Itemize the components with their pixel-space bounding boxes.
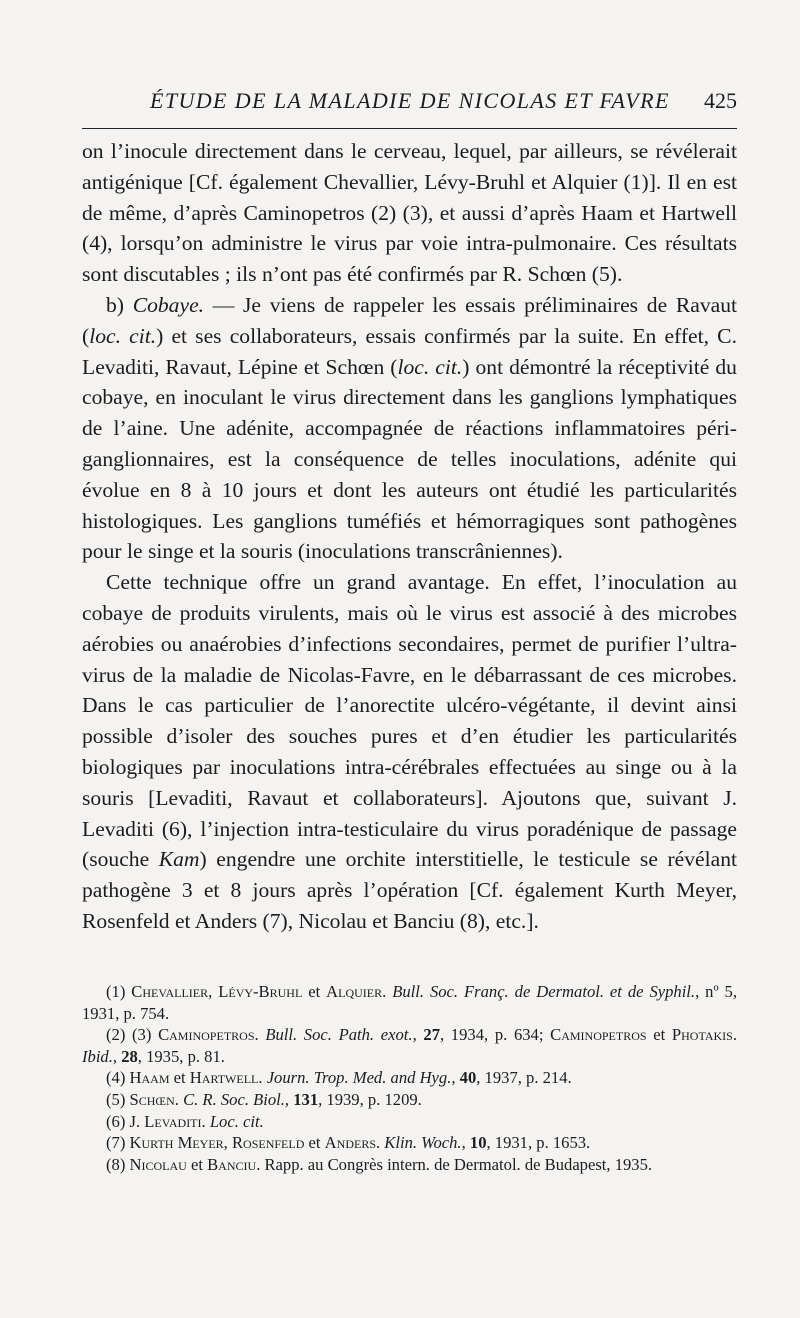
footnote-authors: Haam [129, 1068, 170, 1088]
footnote-3: (4) Haam et Hartwell. Journ. Trop. Med. and Hyg., 40, 1937, p. 214. [106, 1068, 572, 1088]
footnote-number: (1) [106, 982, 126, 1001]
footnote-details: , 1935, p. 81. [137, 1046, 225, 1066]
paragraph-2-text-2: ) et ses collaborateurs, essais confirmés par la suite. En effet, C. Levaditi, Ravaut, Lépine et Schœn ( [82, 323, 737, 379]
footnote-authors: Anders [324, 1133, 376, 1153]
paragraph-3-text-1: Cette technique offre un grand avantage. En effet, l’inoculation au cobaye de produits virulents, mais où le virus est associé à des microbes aérobies ou anaérobies d’infections secondaires, permet de purifier l’ultra-virus de la maladie de Nicolas-Favre, en le débarrassant de ces microbes. Dans le cas particulier de l’anorectite ulcéro-végétante, il devint ainsi possible d’isoler des souches pures et d’en étudier les particularités biologiques par inoculations intra-cérébrales effectuées au singe ou à la souris [Levaditi, Ravaut et collaborateurs]. Ajoutons que, suivant J. Levaditi (6), l’injection intra-testiculaire du virus poradénique de passage (souche [82, 570, 737, 872]
footnote-7 [82, 1154, 737, 1176]
footnote-details: , 1931, p. 1653. [486, 1133, 591, 1153]
footnote-conjunction: et [646, 1025, 672, 1045]
footnote-details: , 1937, p. 214. [476, 1068, 572, 1088]
footnote-journal: C. R. Soc. Biol. [183, 1089, 285, 1109]
footnote-authors: Banciu [207, 1154, 257, 1174]
footnote-authors: Schœn [129, 1089, 175, 1109]
footnote-6: (7) Kurth Meyer, Rosenfeld et Anders. Klin. Woch., 10, 1931, p. 1653. [106, 1133, 591, 1153]
paragraph-1: on l’inocule directement dans le cerveau, lequel, par ailleurs, se révélerait antigénique [Cf. également Chevallier, Lévy-Bruhl et Alquier (1)]. Il en est de même, d’après Caminopetros (2) (3), et aussi d’après Haam et Hartwell (4), lorsqu’on administre le virus par voie intra-pulmonaire. Ces résultats sont discutables ; ils n’ont pas été confirmés par R. Schœn (5). [82, 139, 737, 287]
footnote-authors: Nicolau [129, 1154, 187, 1174]
footnote-number: (4) [106, 1068, 126, 1088]
footnote-volume: 10 [469, 1133, 487, 1153]
paragraph-2-text-3: ) ont démontré la réceptivité du cobaye, en inoculant le virus directement dans les ganglions lymphatiques de l’aine. Une adénite, accompagnée de réactions inflammatoires péri-ganglionnaires, est la conséquence de telles inoculations, adénite qui évolue en 8 à 10 jours et dont les auteurs ont étudié les particularités histologiques. Les ganglions tuméfiés et hémorragiques sont pathogènes pour le singe et la souris (inoculations transcrâniennes). [82, 354, 737, 564]
footnote-volume: 27 [423, 1025, 440, 1045]
footnote-conjunction: et [304, 1133, 325, 1153]
section-title: Cobaye. [132, 292, 205, 317]
footnote-2: (2) (3) Caminopetros. Bull. Soc. Path. exot., 27, 1934, p. 634; Caminopetros et Photakis. Ibid., 28, 1935, p. 81. [82, 1025, 737, 1066]
footnote-details: . Rapp. au Congrès intern. de Dermatol. de Budapest, 1935. [256, 1154, 653, 1174]
footnote-number: (6) [106, 1111, 126, 1131]
footnote-number: (8) [106, 1154, 126, 1174]
footnotes [82, 981, 737, 1175]
footnote-authors: Caminopetros [550, 1025, 647, 1045]
footnote-authors: Caminopetros [158, 1025, 255, 1045]
footnote-conjunction: et [169, 1068, 190, 1088]
footnote-authors: J. Levaditi [129, 1111, 202, 1131]
footnote-authors: Chevallier, Lévy-Bruhl [131, 982, 303, 1001]
paragraph-2-text-1: — Je viens de rappeler les essais préliminaires de Ravaut ( [82, 292, 737, 348]
footnote-volume: 131 [293, 1089, 319, 1109]
running-title: ÉTUDE DE LA MALADIE DE NICOLAS ET FAVRE [150, 88, 670, 113]
footnote-details: , 1934, p. 634; [439, 1025, 544, 1045]
running-head [82, 88, 737, 118]
footnote-authors: Hartwell [189, 1068, 259, 1088]
footnote-authors: Alquier [326, 982, 383, 1001]
body-text [82, 136, 737, 937]
footnote-journal: Bull. Soc. Franç. de Dermatol. et de Syphil. [392, 982, 696, 1001]
footnote-details: , nº 5, 1931, p. 754. [82, 982, 737, 1023]
footnote-journal: Loc. cit. [209, 1111, 264, 1131]
footnote-conjunction: et [302, 982, 327, 1001]
section-label: b) [106, 292, 124, 317]
footnote-authors: Kurth Meyer, Rosenfeld [129, 1133, 305, 1153]
footnote-journal: Bull. Soc. Path. exot. [265, 1025, 413, 1045]
paragraph-3 [82, 567, 737, 937]
footnote-conjunction: et [186, 1154, 208, 1174]
footnote-journal: Journ. Trop. Med. and Hyg. [266, 1068, 452, 1088]
footnote-authors: Photakis [671, 1025, 733, 1045]
footnote-number: (5) [106, 1089, 126, 1109]
footnote-journal: Klin. Woch. [384, 1133, 462, 1153]
footnote-number: (7) [106, 1133, 126, 1153]
paragraph-3-text-2: ) engendre une orchite interstitielle, le testicule se révélant pathogène 3 et 8 jours après l’opération [Cf. également Kurth Meyer, Rosenfeld et Anders (7), Nicolau et Banciu (8), etc.]. [82, 847, 737, 933]
footnote-4: (5) Schœn. C. R. Soc. Biol., 131, 1939, p. 1209. [106, 1089, 422, 1109]
page-number: 425 [704, 88, 737, 113]
citation-loc-cit-2: loc. cit. [397, 354, 463, 379]
footnote-number: (2) (3) [106, 1025, 152, 1045]
footnote-ibid: Ibid. [82, 1046, 113, 1066]
citation-loc-cit-1: loc. cit. [89, 323, 157, 348]
footnote-1: (1) Chevallier, Lévy-Bruhl et Alquier. Bull. Soc. Franç. de Dermatol. et de Syphil., nº 5, 1931, p. 754. [82, 982, 737, 1023]
footnote-5: (6) J. Levaditi. Loc. cit. [106, 1111, 264, 1131]
paragraph-2 [82, 290, 737, 567]
footnote-volume: 40 [459, 1068, 477, 1088]
footnote-volume: 28 [121, 1046, 138, 1066]
header-rule [82, 128, 737, 129]
strain-name: Kam [158, 847, 200, 872]
footnote-details: , 1939, p. 1209. [318, 1089, 422, 1109]
